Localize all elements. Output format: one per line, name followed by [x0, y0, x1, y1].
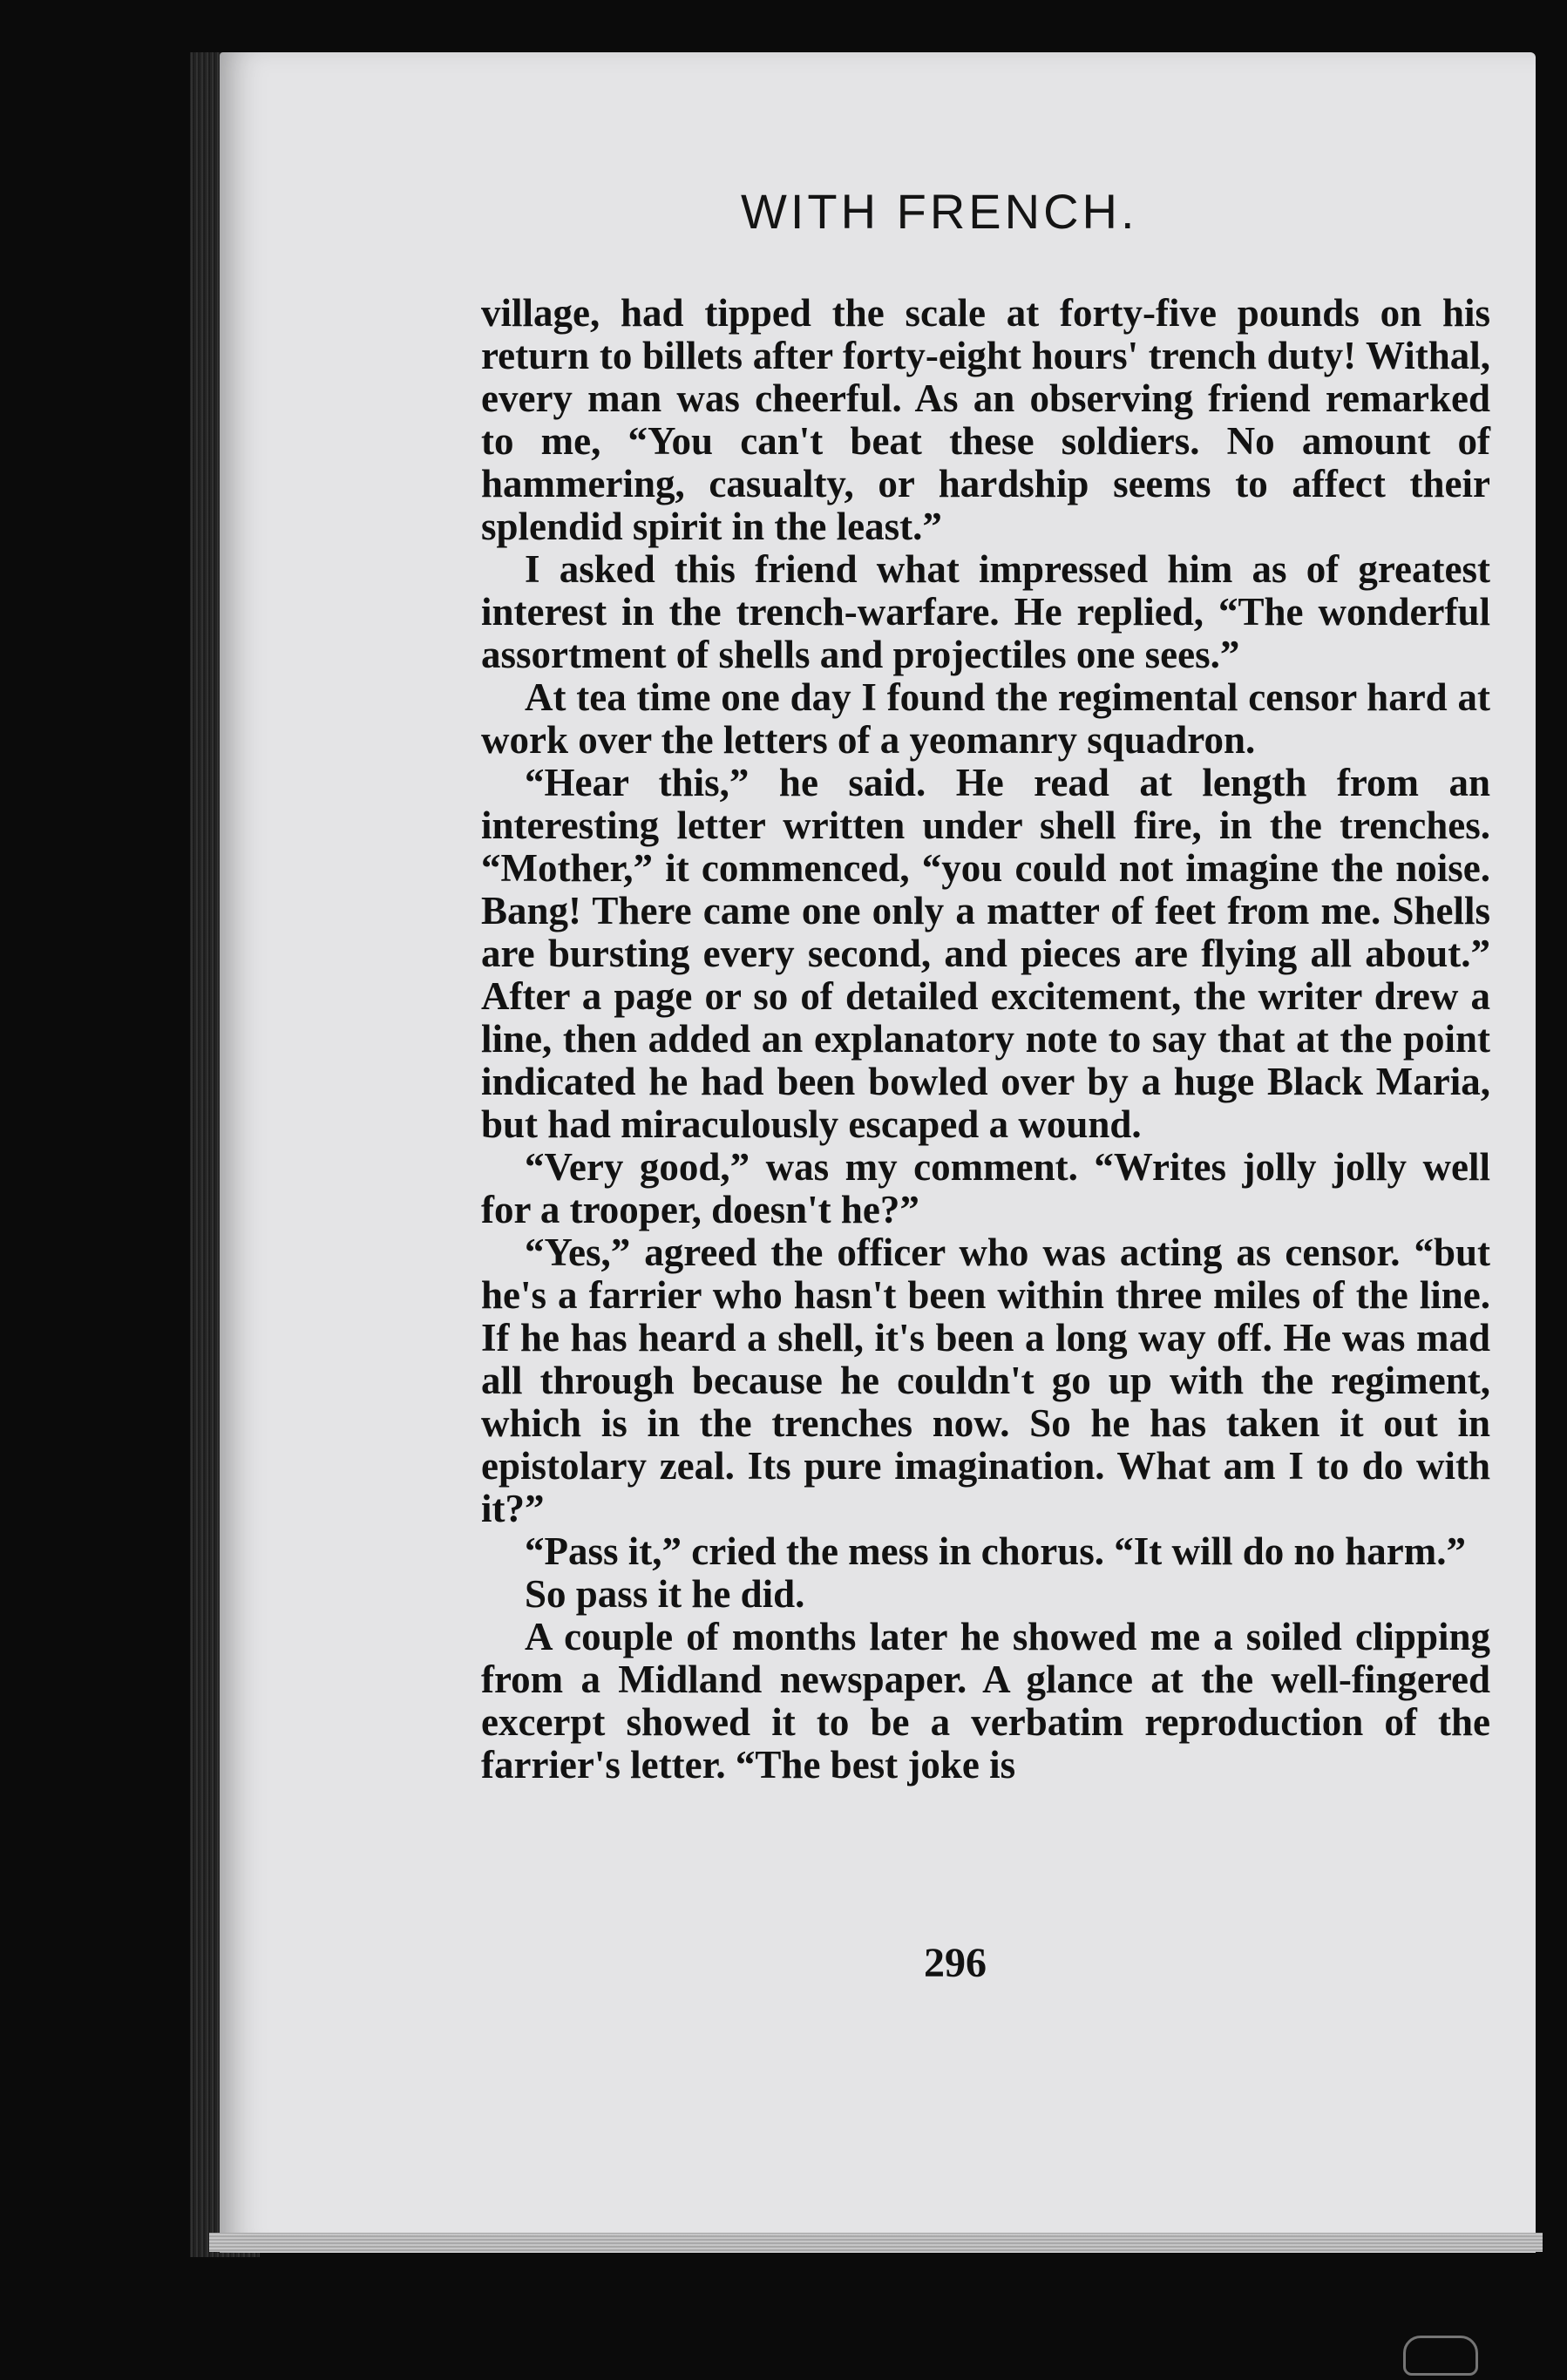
paragraph: “Very good,” was my comment. “Writes jolly jolly well for a trooper, doesn't he?”	[481, 1145, 1490, 1231]
paragraph: At tea time one day I found the regimental censor hard at work over the letters of a yeomanry squadron.	[481, 675, 1490, 762]
paragraph: A couple of months later he showed me a soiled clipping from a Midland newspaper. A glance at the well-fingered excerpt showed it to be a verbatim reproduction of the farrier's letter. “The best joke is	[481, 1615, 1490, 1787]
paragraph: “Yes,” agreed the officer who was acting as censor. “but he's a farrier who hasn't been within three miles of the line. If he has heard a shell, it's been a long way off. He was mad all through because he couldn't go up with the regiment, which is in the trenches now. So he has taken it out in epistolary zeal. Its pure imagination. What am I to do with it?”	[481, 1231, 1490, 1530]
paragraph: village, had tipped the scale at forty-five pounds on his return to billets after forty-eight hours' trench duty! Withal, every man was cheerful. As an observing friend remarked to me, “You can't beat these soldiers. No amount of hammering, casualty, or hardship seems to affect their splendid spirit in the least.”	[481, 291, 1490, 548]
page-number: 296	[924, 1940, 987, 1986]
paragraph: I asked this friend what impressed him as of greatest interest in the trench-warfare. He replied, “The wonderful assortment of shells and projectiles one sees.”	[481, 547, 1490, 676]
body-text	[481, 292, 1490, 1787]
running-head: WITH FRENCH.	[741, 184, 1138, 239]
paragraph: “Pass it,” cried the mess in chorus. “It will do no harm.”	[525, 1529, 1466, 1573]
scanner-clip-mark	[1403, 2336, 1478, 2376]
paragraph: “Hear this,” he said. He read at length from an interesting letter written under shell fire, in the trenches. “Mother,” it commenced, “you could not imagine the noise. Bang! There came one only a matter of feet from me. Shells are bursting every second, and pieces are flying all about.” After a page or so of detailed excitement, the writer drew a line, then added an explanatory note to say that at the point indicated he had been bowled over by a huge Black Maria, but had miraculously escaped a wound.	[481, 761, 1490, 1146]
page-bottom-edge	[209, 2233, 1543, 2252]
paragraph: So pass it he did.	[525, 1572, 805, 1616]
